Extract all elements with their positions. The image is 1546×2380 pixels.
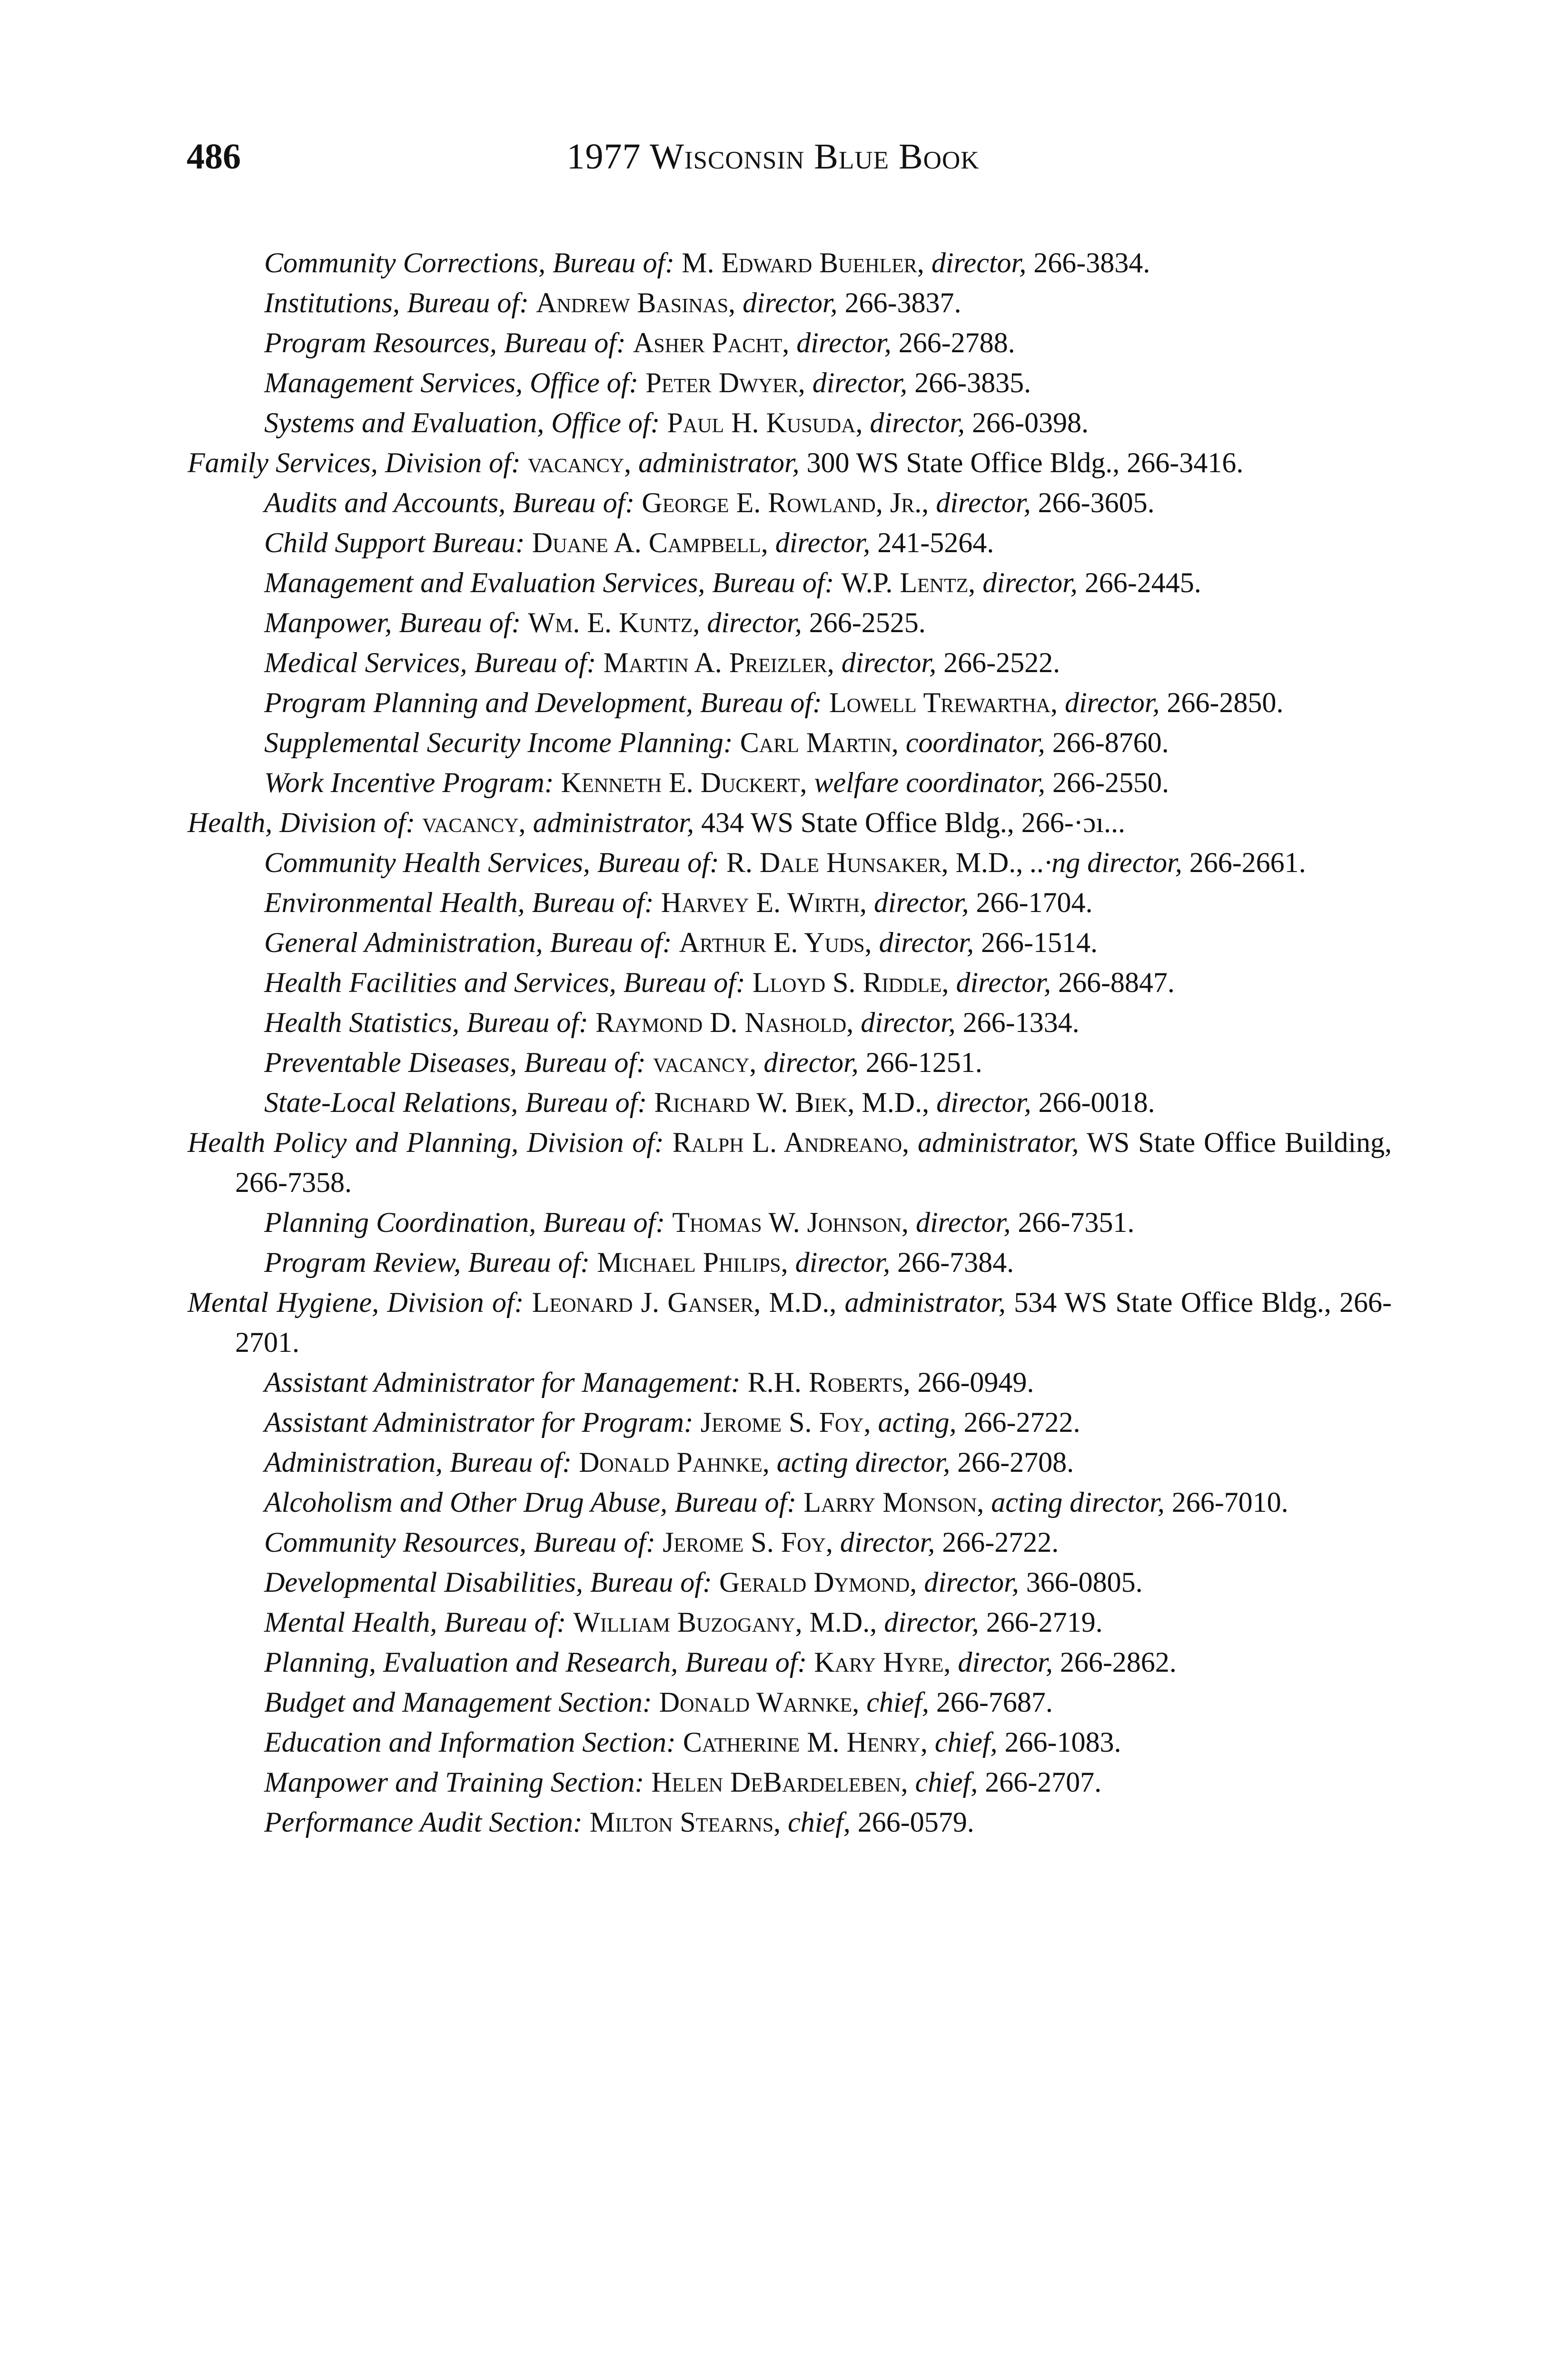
- entry-name: George E. Rowland, Jr.,: [642, 487, 929, 518]
- entry-subject: Health, Division of:: [188, 807, 416, 838]
- entry-contact: 300 WS State Office Bldg., 266-3416.: [806, 447, 1244, 478]
- entry-contact: 266-3837.: [844, 287, 961, 318]
- bureau-entry: [264, 363, 1383, 403]
- entry-contact: 266-3835.: [914, 367, 1031, 398]
- entry-name: Larry Monson,: [803, 1487, 984, 1518]
- entry-subject: Preventable Diseases, Bureau of:: [264, 1047, 646, 1078]
- entry-contact: 266-2445.: [1084, 567, 1201, 598]
- page-header: [0, 136, 1546, 188]
- entry-subject: Budget and Management Section:: [264, 1686, 652, 1718]
- entry-contact: 266-8847.: [1058, 967, 1175, 998]
- entry-contact: 534 WS State Office Bldg., 266-2701.: [235, 1287, 1392, 1358]
- entry-subject: Institutions, Bureau of:: [264, 287, 529, 318]
- entry-name: Michael Philips,: [597, 1247, 788, 1278]
- entry-subject: Manpower, Bureau of:: [264, 607, 521, 638]
- bureau-entry: [264, 483, 1383, 523]
- entry-subject: Assistant Administrator for Program:: [264, 1407, 694, 1438]
- entry-name: Milton Stearns,: [589, 1806, 781, 1838]
- bureau-entry: [264, 1522, 1383, 1562]
- entry-role: director,: [884, 1606, 979, 1638]
- entry-contact: 266-0018.: [1038, 1087, 1155, 1118]
- entry-subject: Performance Audit Section:: [264, 1806, 583, 1838]
- entry-contact: 266-1251.: [865, 1047, 982, 1078]
- running-title: 1977 Wisconsin Blue Book: [566, 137, 980, 177]
- entry-contact: 266-7351.: [1018, 1207, 1135, 1238]
- entry-role: ..·ng director,: [1030, 847, 1182, 878]
- entry-contact: 266-2661.: [1189, 847, 1306, 878]
- entry-role: administrator,: [918, 1127, 1079, 1158]
- entry-role: coordinator,: [905, 727, 1045, 758]
- entry-role: director,: [796, 327, 892, 358]
- entry-name: R. Dale Hunsaker, M.D.,: [726, 847, 1023, 878]
- bureau-entry: [264, 683, 1383, 723]
- entry-role: director,: [775, 527, 871, 558]
- entry-name: Wm. E. Kuntz,: [528, 607, 700, 638]
- entry-contact: 266-0579.: [857, 1806, 974, 1838]
- entry-subject: Child Support Bureau:: [264, 527, 525, 558]
- entry-role: director,: [707, 607, 802, 638]
- entry-subject: Management Services, Office of:: [264, 367, 639, 398]
- entry-contact: 366-0805.: [1026, 1567, 1143, 1598]
- entry-contact: 266-8760.: [1052, 727, 1169, 758]
- entry-name: William Buzogany, M.D.,: [573, 1606, 877, 1638]
- entry-subject: Community Health Services, Bureau of:: [264, 847, 719, 878]
- entry-subject: Health Policy and Planning, Division of:: [188, 1127, 664, 1158]
- entry-role: director,: [840, 1527, 935, 1558]
- entry-role: welfare coordinator,: [814, 767, 1046, 798]
- entry-contact: 266-3605.: [1038, 487, 1155, 518]
- entry-name: Catherine M. Henry,: [683, 1726, 928, 1758]
- entry-subject: Medical Services, Bureau of:: [264, 647, 596, 678]
- bureau-entry: [264, 563, 1383, 603]
- bureau-entry: [264, 1602, 1383, 1642]
- page-number: 486: [187, 137, 241, 177]
- entry-contact: 266-2722.: [942, 1527, 1059, 1558]
- entry-contact: 266-7384.: [897, 1247, 1014, 1278]
- bureau-entry: [264, 1682, 1383, 1722]
- entry-subject: Planning Coordination, Bureau of:: [264, 1207, 665, 1238]
- bureau-entry: [264, 1642, 1383, 1682]
- entry-subject: Manpower and Training Section:: [264, 1766, 644, 1798]
- entry-contact: 266-1083.: [1004, 1726, 1121, 1758]
- entry-subject: Work Incentive Program:: [264, 767, 554, 798]
- bureau-entry: [264, 1042, 1383, 1082]
- entry-subject: Program Planning and Development, Bureau of:: [264, 687, 823, 718]
- entry-name: vacancy,: [527, 447, 632, 478]
- entry-subject: Developmental Disabilities, Bureau of:: [264, 1567, 712, 1598]
- division-entry: [188, 1282, 1392, 1362]
- entry-name: vacancy,: [422, 807, 526, 838]
- entry-role: chief,: [866, 1686, 929, 1718]
- entry-name: Thomas W. Johnson,: [672, 1207, 909, 1238]
- entry-subject: State-Local Relations, Bureau of:: [264, 1087, 647, 1118]
- entry-contact: 266-2708.: [957, 1447, 1074, 1478]
- entry-role: director,: [743, 287, 838, 318]
- entry-contact: 266-1514.: [981, 927, 1098, 958]
- entry-name: Asher Pacht,: [633, 327, 790, 358]
- entry-role: director,: [812, 367, 908, 398]
- entry-contact: 266-2850.: [1167, 687, 1284, 718]
- bureau-entry: [264, 1402, 1383, 1442]
- entry-contact: WS State Office Building, 266-7358.: [235, 1127, 1392, 1198]
- entry-name: Kary Hyre,: [814, 1646, 951, 1678]
- entry-name: Donald Warnke,: [659, 1686, 860, 1718]
- division-entry: [188, 803, 1392, 843]
- entry-role: director,: [956, 967, 1051, 998]
- entry-contact: 266-7010.: [1171, 1487, 1288, 1518]
- bureau-entry: [264, 1242, 1383, 1282]
- bureau-entry: [264, 643, 1383, 683]
- entry-role: director,: [874, 887, 969, 918]
- entry-role: director,: [936, 487, 1031, 518]
- entry-role: director,: [763, 1047, 859, 1078]
- bureau-entry: [264, 883, 1383, 922]
- entry-name: Jerome S. Foy,: [663, 1527, 833, 1558]
- entry-role: chief,: [934, 1726, 998, 1758]
- entry-contact: 266-2522.: [943, 647, 1060, 678]
- entry-subject: Audits and Accounts, Bureau of:: [264, 487, 635, 518]
- entry-name: vacancy,: [653, 1047, 757, 1078]
- entry-role: director,: [870, 407, 965, 438]
- bureau-entry: [264, 922, 1383, 962]
- entry-name: Raymond D. Nashold,: [595, 1007, 854, 1038]
- entry-subject: Mental Health, Bureau of:: [264, 1606, 566, 1638]
- entry-name: Carl Martin,: [740, 727, 899, 758]
- bureau-entry: [264, 962, 1383, 1002]
- bureau-entry: [264, 603, 1383, 643]
- entry-contact: 266-2788.: [898, 327, 1015, 358]
- entry-role: director,: [861, 1007, 956, 1038]
- entry-role: director,: [924, 1567, 1019, 1598]
- entry-name: Lloyd S. Riddle,: [752, 967, 949, 998]
- bureau-entry: [264, 1362, 1383, 1402]
- entry-subject: Community Corrections, Bureau of:: [264, 247, 675, 278]
- entry-subject: Program Resources, Bureau of:: [264, 327, 626, 358]
- bureau-entry: [264, 763, 1383, 803]
- bureau-entry: [264, 1762, 1383, 1802]
- entry-contact: 266-2722.: [963, 1407, 1080, 1438]
- entry-name: Paul H. Kusuda,: [667, 407, 863, 438]
- entry-subject: Mental Hygiene, Division of:: [188, 1287, 524, 1318]
- entry-role: director,: [936, 1087, 1031, 1118]
- entry-contact: 266-2862.: [1060, 1646, 1177, 1678]
- entry-name: Arthur E. Yuds,: [679, 927, 872, 958]
- entry-contact: 266-0398.: [971, 407, 1089, 438]
- bureau-entry: [264, 403, 1383, 443]
- entry-subject: Community Resources, Bureau of:: [264, 1527, 656, 1558]
- entry-subject: Alcoholism and Other Drug Abuse, Bureau of:: [264, 1487, 797, 1518]
- entry-name: Martin A. Preizler,: [603, 647, 834, 678]
- entry-role: director,: [931, 247, 1027, 278]
- entry-name: Harvey E. Wirth,: [661, 887, 867, 918]
- entry-subject: Education and Information Section:: [264, 1726, 676, 1758]
- entry-contact: 266-1704.: [976, 887, 1093, 918]
- entry-role: chief,: [788, 1806, 851, 1838]
- entry-name: Kenneth E. Duckert,: [561, 767, 807, 798]
- entry-name: Lowell Trewartha,: [829, 687, 1058, 718]
- entry-subject: Supplemental Security Income Planning:: [264, 727, 733, 758]
- entry-subject: Systems and Evaluation, Office of:: [264, 407, 660, 438]
- entry-role: administrator,: [638, 447, 800, 478]
- entry-subject: General Administration, Bureau of:: [264, 927, 672, 958]
- entry-subject: Management and Evaluation Services, Bureau of:: [264, 567, 834, 598]
- entry-contact: 434 WS State Office Bldg., 266-·ɔı...: [701, 807, 1125, 838]
- entry-contact: 266-3834.: [1033, 247, 1150, 278]
- entry-contact: 266-7687.: [936, 1686, 1053, 1718]
- entry-contact: 266-2550.: [1052, 767, 1169, 798]
- entry-role: director,: [915, 1207, 1011, 1238]
- bureau-entry: [264, 1802, 1383, 1842]
- entry-name: Ralph L. Andreano,: [672, 1127, 910, 1158]
- entry-contact: 266-0949.: [917, 1367, 1034, 1398]
- entry-role: acting,: [878, 1407, 957, 1438]
- bureau-entry: [264, 723, 1383, 763]
- entry-contact: 266-2707.: [985, 1766, 1102, 1798]
- entry-name: Richard W. Biek, M.D.,: [654, 1087, 930, 1118]
- entry-name: Leonard J. Ganser, M.D.,: [532, 1287, 837, 1318]
- bureau-entry: [264, 1722, 1383, 1762]
- division-entry: [188, 443, 1392, 483]
- bureau-entry: [264, 243, 1383, 283]
- entry-subject: Assistant Administrator for Management:: [264, 1367, 741, 1398]
- entry-role: administrator,: [844, 1287, 1006, 1318]
- entry-contact: 266-2719.: [986, 1606, 1103, 1638]
- entry-role: director,: [879, 927, 974, 958]
- entry-subject: Family Services, Division of:: [188, 447, 521, 478]
- entry-name: Gerald Dymond,: [719, 1567, 917, 1598]
- entry-subject: Environmental Health, Bureau of:: [264, 887, 654, 918]
- entry-role: director,: [841, 647, 937, 678]
- entry-subject: Health Facilities and Services, Bureau of:: [264, 967, 745, 998]
- bureau-entry: [264, 523, 1383, 563]
- division-entry: [188, 1122, 1392, 1202]
- entry-role: director,: [958, 1646, 1053, 1678]
- entry-name: Helen DeBardeleben,: [651, 1766, 908, 1798]
- entry-name: W.P. Lentz,: [841, 567, 976, 598]
- entry-role: director,: [795, 1247, 891, 1278]
- entry-contact: 266-1334.: [962, 1007, 1080, 1038]
- entry-subject: Administration, Bureau of:: [264, 1447, 572, 1478]
- entry-role: director,: [982, 567, 1078, 598]
- entry-role: acting director,: [991, 1487, 1165, 1518]
- entry-role: director,: [1064, 687, 1160, 718]
- entry-name: Jerome S. Foy,: [700, 1407, 871, 1438]
- entry-role: administrator,: [533, 807, 694, 838]
- entry-name: R.H. Roberts,: [747, 1367, 911, 1398]
- bureau-entry: [264, 323, 1383, 363]
- bureau-entry: [264, 1442, 1383, 1482]
- entry-name: Peter Dwyer,: [645, 367, 805, 398]
- bureau-entry: [264, 1562, 1383, 1602]
- entry-contact: 241-5264.: [877, 527, 994, 558]
- bureau-entry: [264, 1482, 1383, 1522]
- entry-subject: Health Statistics, Bureau of:: [264, 1007, 589, 1038]
- entry-role: acting director,: [776, 1447, 951, 1478]
- directory-listing: [0, 243, 1546, 1842]
- entry-subject: Planning, Evaluation and Research, Bureau of:: [264, 1646, 807, 1678]
- entry-name: Andrew Basinas,: [536, 287, 736, 318]
- entry-subject: Program Review, Bureau of:: [264, 1247, 590, 1278]
- entry-role: chief,: [915, 1766, 978, 1798]
- entry-contact: 266-2525.: [809, 607, 926, 638]
- bureau-entry: [264, 1202, 1383, 1242]
- entry-name: M. Edward Buehler,: [682, 247, 924, 278]
- bureau-entry: [264, 1002, 1383, 1042]
- entry-name: Duane A. Campbell,: [532, 527, 768, 558]
- bureau-entry: [264, 283, 1383, 323]
- bureau-entry: [264, 843, 1383, 883]
- bureau-entry: [264, 1082, 1383, 1122]
- entry-name: Donald Pahnke,: [579, 1447, 770, 1478]
